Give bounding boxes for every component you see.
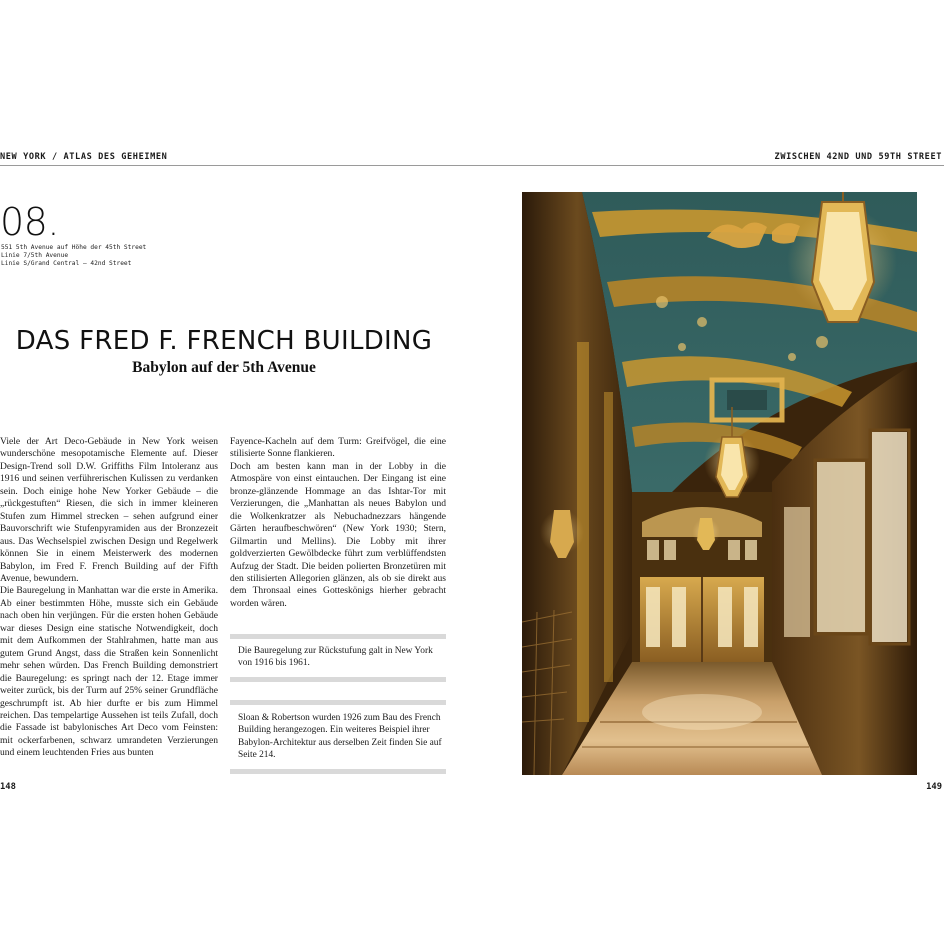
lobby-photo bbox=[522, 192, 917, 775]
sidebar-box-bottom-bar bbox=[230, 769, 446, 774]
address-line: Linie S/Grand Central – 42nd Street bbox=[1, 260, 132, 268]
body-column-left bbox=[0, 436, 218, 760]
body-paragraph: Die Bauregelung in Manhattan war die erste in Amerika. Ab einer bestimmten Höhe, musste sich ein Gebäude nach oben hin verjüngen. Für die ersten hohen Gebäude war dieses Design eine statische Notwendigkeit, doch mit dem Aufkommen der Stahlrahmen, hatte man aus gutem Grund Angst, dass die Straßen kein Sonnenlicht mehr sehen würden. Das French Building demonstriert die Bauregelung: es springt nach der 12. Etage immer weiter zurück, bis der Turm auf 25% seiner Grundfläche geschrumpft ist. Ab hier durfte er bis zum Himmel reichen. Das tempelartige Aussehen ist teils Zufall, doch die Fassade ist babylonisches Art Deco vom Feinsten: mit ockerfarbenen, schwarz umrandeten Verzierungen und einem leuchtenden Fries aus bunten bbox=[0, 585, 218, 759]
folio-left: 148 bbox=[0, 782, 16, 792]
address-line: Linie 7/5th Avenue bbox=[1, 252, 69, 260]
header-rule bbox=[0, 165, 944, 166]
running-head-left: NEW YORK / ATLAS DES GEHEIMEN bbox=[0, 152, 168, 162]
sidebar-box-text: Sloan & Robertson wurden 1926 zum Bau des French Building herangezogen. Ein weiteres Beispiel ihrer Babylon-Architektur aus derselben Zeit finden Sie auf Seite 214. bbox=[238, 713, 442, 761]
article-title: DAS FRED F. FRENCH BUILDING bbox=[15, 326, 433, 356]
body-paragraph: Viele der Art Deco-Gebäude in New York weisen wunderschöne mesopotamische Elemente auf. Dieser Design-Trend soll D.W. Griffiths Film Intoleranz aus 1916 und seinen verführerischen Kulissen zu verdanken sein. Doch einige hohe New Yorker Gebäude – die „rückgestuften“ Riesen, die sich in immer kleineren Stufen zum Himmel strecken – sehen aufgrund einer Bauvorschrift wie Stufenpyramiden aus der Bronzezeit aus. Das Wechselspiel zwischen Design und Regelwerk können Sie in einem Meisterwerk des modernen Babylon, im Fred F. French Building auf der Fifth Avenue, bewundern. bbox=[0, 436, 218, 584]
body-column-right bbox=[230, 436, 446, 610]
sidebar-box-top-bar bbox=[230, 700, 446, 705]
address-block bbox=[1, 244, 146, 269]
running-head-right: ZWISCHEN 42ND UND 59TH STREET bbox=[774, 152, 942, 162]
sidebar-box-top-bar bbox=[230, 634, 446, 639]
entry-number: 08. bbox=[0, 200, 59, 244]
article-subtitle: Babylon auf der 5th Avenue bbox=[132, 359, 316, 376]
body-paragraph: Fayence-Kacheln auf dem Turm: Greifvögel, die eine stilisierte Sonne flankieren. bbox=[230, 436, 446, 460]
sidebar-box-text: Die Bauregelung zur Rückstufung galt in New York von 1916 bis 1961. bbox=[238, 646, 433, 669]
address-line: 551 5th Avenue auf Höhe der 45th Street bbox=[1, 244, 147, 251]
body-paragraph: Doch am besten kann man in der Lobby in die Atmospäre von einst eintauchen. Der Eingang ist eine bronze-glänzende Hommage an das Ishtar-Tor mit Verzierungen, die „Manhattan als neues Babylon und die Wolkenkratzer als Nebuchadnezzars hängende Gärten heraufbeschwören“ (New York 1930; Stern, Gilmartin und Mellins). Die Lobby mit ihrer goldverzierten Gewölbdecke führt zum verblüffendsten Aufzug der Stadt. Die beiden polierten Bronzetüren mit den stilisierten Allegorien glänzen, als ob sie direkt aus dem Thronsaal eines Gotteskönigs hierher gebracht worden wären. bbox=[230, 460, 446, 609]
sidebar-box-bottom-bar bbox=[230, 677, 446, 682]
folio-right: 149 bbox=[926, 782, 942, 792]
